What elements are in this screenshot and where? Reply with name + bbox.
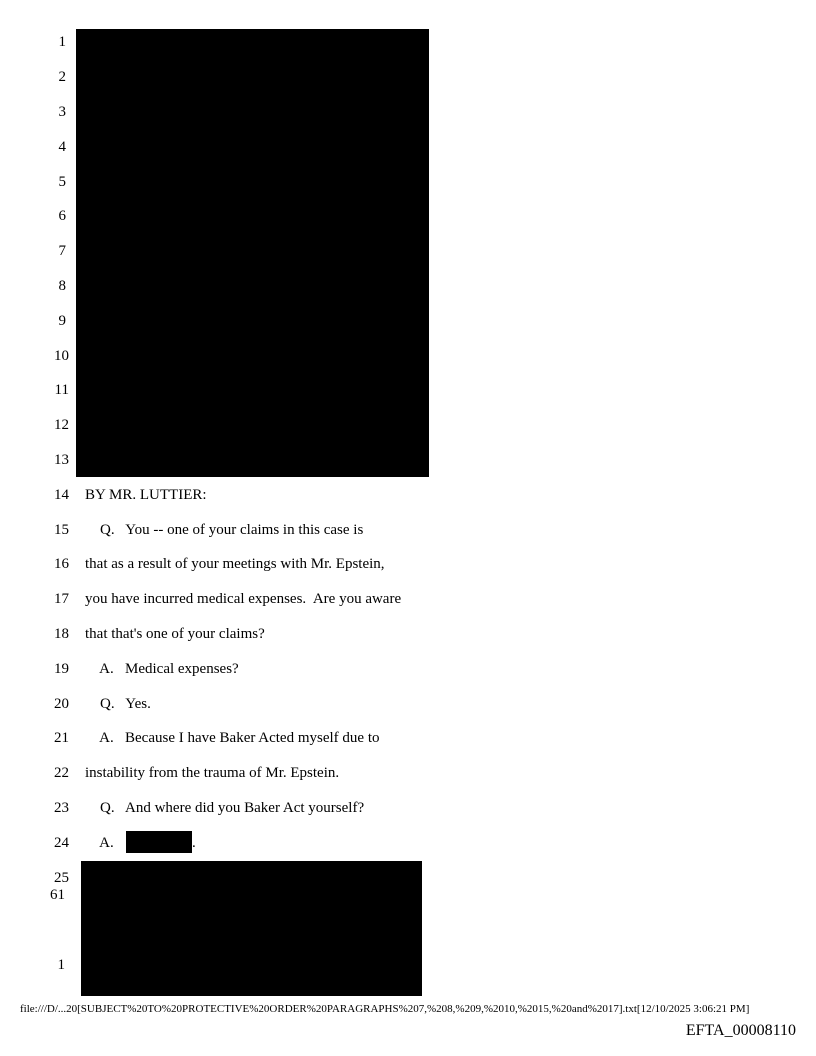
transcript-line-24-suffix: .: [192, 835, 196, 851]
line-number-25: 25: [54, 870, 69, 886]
line-number-1-next-page: 1: [57, 957, 65, 973]
transcript-line-21: A. Because I have Baker Acted myself due to: [85, 730, 380, 746]
line-number-16: 16: [54, 556, 69, 572]
transcript-line-18: that that's one of your claims?: [85, 626, 265, 642]
line-number-4: 4: [58, 139, 66, 155]
line-number-1: 1: [58, 34, 66, 50]
transcript-line-20: Q. Yes.: [85, 696, 151, 712]
bates-number: EFTA_00008110: [685, 1022, 796, 1039]
transcript-line-22: instability from the trauma of Mr. Epstein.: [85, 765, 340, 781]
transcript-line-17: you have incurred medical expenses. Are you aware: [85, 591, 402, 607]
line-number-15: 15: [54, 522, 69, 538]
transcript-line-23: Q. And where did you Baker Act yourself?: [85, 800, 365, 816]
line-number-8: 8: [58, 278, 66, 294]
footer-file-path: file:///D/...20[SUBJECT%20TO%20PROTECTIVE%20ORDER%20PARAGRAPHS%207,%208,%209,%2010,%2015,%20and%2017].txt[12/10/2025 3:06:21 PM]: [20, 1003, 750, 1015]
line-number-6: 6: [58, 208, 66, 224]
line-number-5: 5: [58, 174, 66, 190]
line-number-13: 13: [54, 452, 69, 468]
line-number-14: 14: [54, 487, 69, 503]
line-number-7: 7: [58, 243, 66, 259]
redaction-block-bottom: [81, 861, 422, 996]
line-number-17: 17: [54, 591, 69, 607]
transcript-line-19: A. Medical expenses?: [85, 661, 239, 677]
redaction-block-top: [76, 29, 429, 477]
line-number-22: 22: [54, 765, 69, 781]
transcript-line-24-prefix: A.: [85, 835, 114, 851]
transcript-line-16: that as a result of your meetings with Mr. Epstein,: [85, 556, 385, 572]
line-number-18: 18: [54, 626, 69, 642]
line-number-21: 21: [54, 730, 69, 746]
redaction-block-inline: [126, 831, 192, 853]
line-number-12: 12: [54, 417, 69, 433]
line-number-20: 20: [54, 696, 69, 712]
transcript-line-15: Q. You -- one of your claims in this case is: [85, 522, 364, 538]
line-number-3: 3: [58, 104, 66, 120]
line-number-9: 9: [58, 313, 66, 329]
transcript-line-14: BY MR. LUTTIER:: [85, 487, 207, 503]
line-number-24: 24: [54, 835, 69, 851]
line-number-11: 11: [54, 382, 69, 398]
line-number-10: 10: [54, 348, 69, 364]
line-number-2: 2: [58, 69, 66, 85]
line-number-23: 23: [54, 800, 69, 816]
line-number-19: 19: [54, 661, 69, 677]
page-number: 61: [50, 887, 65, 903]
